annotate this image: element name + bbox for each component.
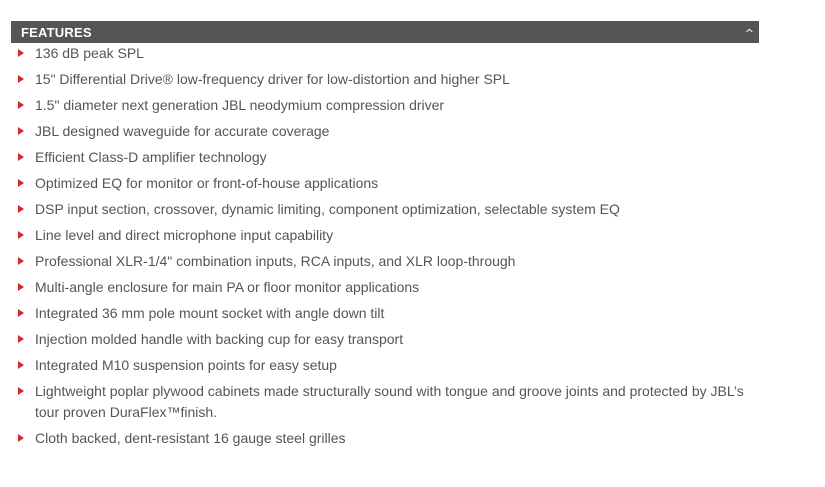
feature-text: Professional XLR-1/4" combination inputs, RCA inputs, and XLR loop-through (35, 253, 516, 269)
list-item (18, 277, 748, 298)
triangle-bullet-icon (18, 231, 24, 239)
list-item (18, 173, 748, 194)
feature-text: Integrated 36 mm pole mount socket with angle down tilt (35, 305, 385, 321)
features-panel (11, 21, 759, 43)
triangle-bullet-icon (18, 49, 24, 57)
triangle-bullet-icon (18, 101, 24, 109)
feature-text: Multi-angle enclosure for main PA or floor monitor applications (35, 279, 420, 295)
triangle-bullet-icon (18, 257, 24, 265)
list-item (18, 381, 748, 423)
feature-text: 136 dB peak SPL (35, 45, 144, 61)
feature-text: DSP input section, crossover, dynamic limiting, component optimization, selectable system EQ (35, 201, 620, 217)
feature-text: Injection molded handle with backing cup for easy transport (35, 331, 404, 347)
list-item (18, 329, 748, 350)
feature-text: Line level and direct microphone input capability (35, 227, 334, 243)
triangle-bullet-icon (18, 153, 24, 161)
triangle-bullet-icon (18, 434, 24, 442)
features-panel-header[interactable] (11, 21, 759, 43)
triangle-bullet-icon (18, 127, 24, 135)
triangle-bullet-icon (18, 387, 24, 395)
list-item (18, 43, 748, 64)
collapse-caret-icon[interactable]: ^ (744, 26, 754, 40)
feature-text: Lightweight poplar plywood cabinets made structurally sound with tongue and groove joints and protected by JBL’s tour proven DuraFlex™finish. (35, 383, 744, 420)
feature-text: 15" Differential Drive® low-frequency driver for low-distortion and higher SPL (35, 71, 510, 87)
triangle-bullet-icon (18, 335, 24, 343)
triangle-bullet-icon (18, 361, 24, 369)
triangle-bullet-icon (18, 283, 24, 291)
list-item (18, 95, 748, 116)
panel-title: FEATURES (21, 24, 92, 40)
list-item (18, 121, 748, 142)
list-item (18, 355, 748, 376)
triangle-bullet-icon (18, 179, 24, 187)
feature-text: 1.5" diameter next generation JBL neodymium compression driver (35, 97, 445, 113)
list-item (18, 428, 748, 449)
list-item (18, 303, 748, 324)
list-item (18, 69, 748, 90)
feature-text: Optimized EQ for monitor or front-of-house applications (35, 175, 379, 191)
feature-text: JBL designed waveguide for accurate coverage (35, 123, 330, 139)
feature-list (18, 43, 748, 454)
list-item (18, 199, 748, 220)
feature-text: Efficient Class-D amplifier technology (35, 149, 267, 165)
list-item (18, 147, 748, 168)
feature-text: Integrated M10 suspension points for easy setup (35, 357, 337, 373)
triangle-bullet-icon (18, 205, 24, 213)
feature-text: Cloth backed, dent-resistant 16 gauge steel grilles (35, 430, 346, 446)
triangle-bullet-icon (18, 75, 24, 83)
triangle-bullet-icon (18, 309, 24, 317)
list-item (18, 251, 748, 272)
list-item (18, 225, 748, 246)
